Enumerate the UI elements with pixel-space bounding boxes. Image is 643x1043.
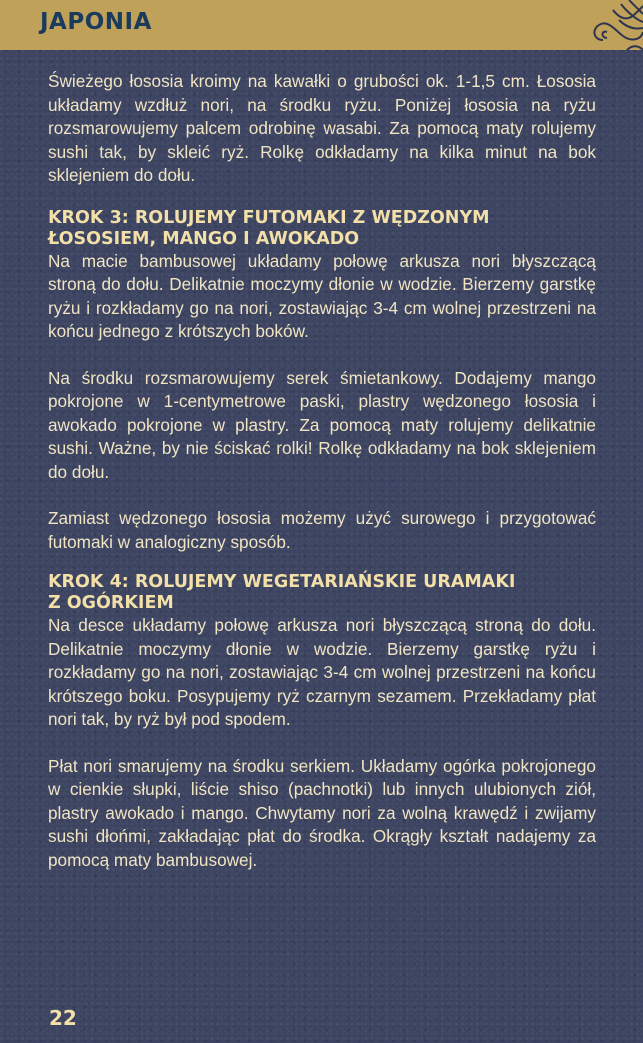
step-3-heading: [48, 208, 596, 250]
intro-paragraph: Świeżego łososia kroimy na kawałki o grubości ok. 1-1,5 cm. Łososia układamy wzdłuż nori, na środku ryżu. Poniżej łososia na ryżu rozsmarowujemy palcem odrobinę wasabi. Za pomocą maty rolujemy sushi tak, by skleić ryż. Rolkę odkładamy na kilka minut na bok sklejeniem do dołu.: [48, 71, 596, 185]
step-3-paragraph-3: Zamiast wędzonego łososia możemy użyć surowego i przygotować futomaki w analogiczny sposób.: [48, 508, 596, 552]
step-4-paragraph-2: Płat nori smarujemy na środku serkiem. Układamy ogórka pokrojonego w cienkie słupki, liście shiso (pachnotki) lub innych ulubionych ziół, plastry awokado i mango. Chwytamy nori za wolną krawędź i zwijamy sushi dłońmi, zakładając płat do środka. Okrągły kształt nadajemy za pomocą maty bambusowej.: [48, 755, 596, 870]
section-title: JAPONIA: [40, 9, 152, 35]
step-4-paragraph-1: Na desce układamy połowę arkusza nori błyszczącą stroną do dołu. Delikatnie moczymy dłonie w wodzie. Bierzemy garstkę ryżu i rozkładamy go na nori, zostawiając 3-4 cm wolnej przestrzeni na końcu krótszego boku. Posypujemy ryż czarnym sezamem. Przekładamy płat nori tak, by ryż był pod spodem.: [48, 615, 596, 729]
page-header: [0, 0, 643, 50]
step-3-heading-line1: KROK 3: ROLUJEMY FUTOMAKI Z WĘDZONYM: [48, 207, 490, 228]
celtic-knot-icon: [583, 0, 643, 62]
step-4-heading-line1: KROK 4: ROLUJEMY WEGETARIAŃSKIE URAMAKI: [48, 572, 516, 592]
article-body: [48, 70, 596, 872]
step-3-paragraph-1: Na macie bambusowej układamy połowę arkusza nori błyszczącą stroną do dołu. Delikatnie moczymy dłonie w wodzie. Bierzemy garstkę ryżu i rozkładamy go na nori, zostawiając 3-4 cm wolnej przestrzeni na końcu jednego z krótszych boków.: [48, 250, 596, 341]
page-number: 22: [49, 1006, 77, 1030]
step-3-heading-line2: ŁOSOSIEM, MANGO I AWOKADO: [48, 228, 360, 249]
step-4-heading: [48, 572, 596, 614]
step-3-paragraph-2: Na środku rozsmarowujemy serek śmietankowy. Dodajemy mango pokrojone w 1-centymetrowe paski, plastry wędzonego łososia i awokado pokrojone w plastry. Za pomocą maty rolujemy delikatnie sushi. Ważne, by nie ściskać rolki! Rolkę odkładamy na bok sklejeniem do dołu.: [48, 367, 596, 482]
step-4-heading-line2: Z OGÓRKIEM: [48, 593, 174, 613]
